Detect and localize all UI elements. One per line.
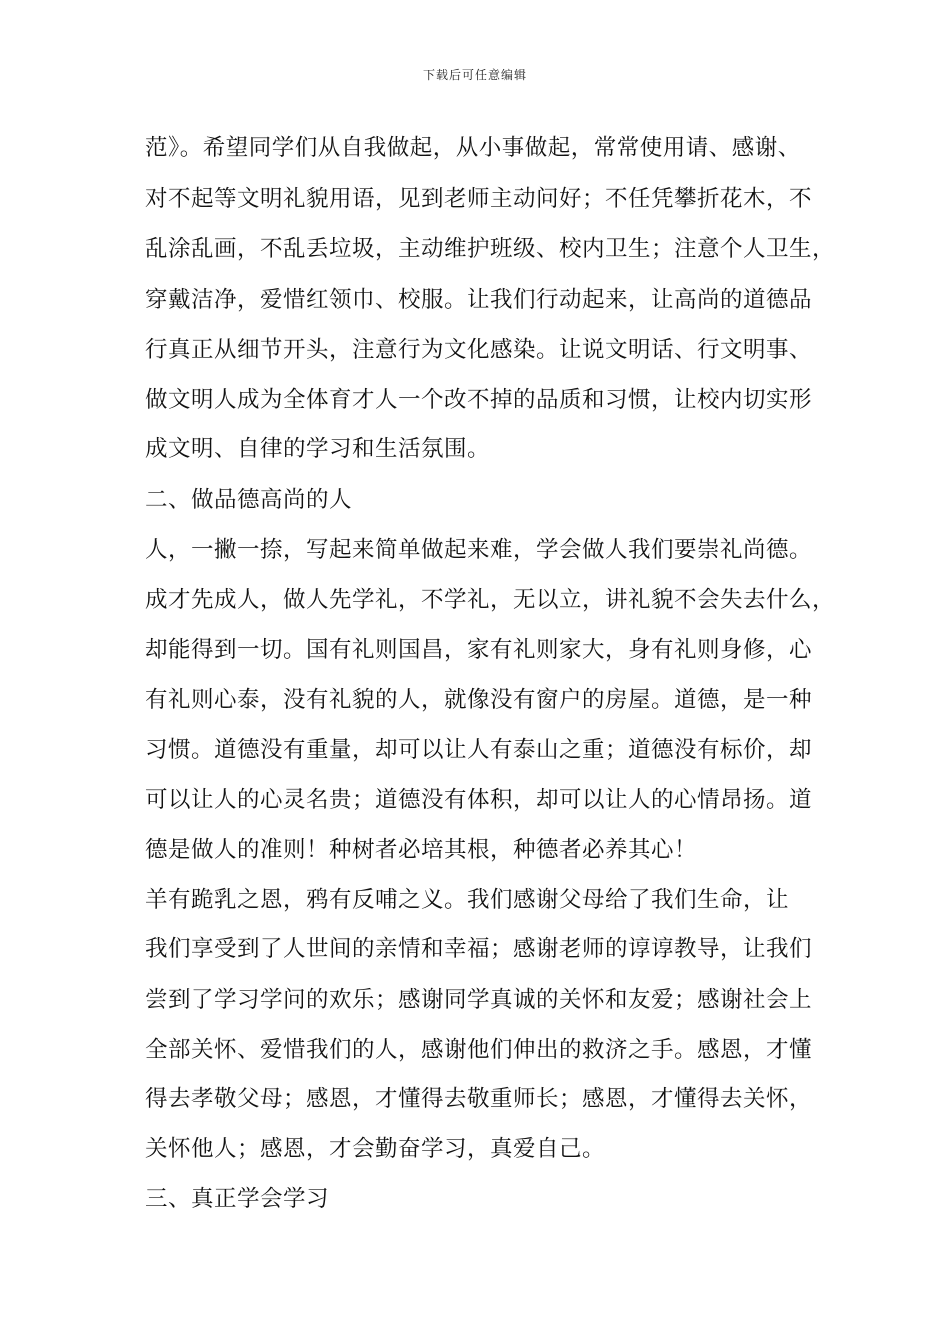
header-note: 下载后可任意编辑 xyxy=(422,68,527,82)
body-line: 有礼则心泰，没有礼貌的人，就像没有窗户的房屋。道德，是一种 xyxy=(145,687,813,713)
body-line: 成文明、自律的学习和生活氛围。 xyxy=(145,436,491,462)
section-heading: 二、做品德高尚的人 xyxy=(145,487,353,513)
body-line: 却能得到一切。国有礼则国昌，家有礼则家大，身有礼则身修，心 xyxy=(145,637,813,663)
body-line: 关怀他人；感恩，才会勤奋学习，真爱自己。 xyxy=(145,1136,606,1162)
body-line: 对不起等文明礼貌用语，见到老师主动问好；不任凭攀折花木，不 xyxy=(145,186,813,212)
body-line: 尝到了学习学问的欢乐；感谢同学真诚的关怀和友爱；感谢社会上 xyxy=(145,987,813,1013)
body-line: 我们享受到了人世间的亲情和幸福；感谢老师的谆谆教导，让我们 xyxy=(145,936,813,962)
body-line: 德是做人的准则！种树者必培其根，种德者必养其心！ xyxy=(145,837,698,863)
body-line: 全部关怀、爱惜我们的人，感谢他们伸出的救济之手。感恩，才懂 xyxy=(145,1037,813,1063)
body-line: 羊有跪乳之恩，鸦有反哺之义。我们感谢父母给了我们生命，让 xyxy=(145,887,790,913)
body-line: 习惯。道德没有重量，却可以让人有泰山之重；道德没有标价，却 xyxy=(145,737,813,763)
body-line: 行真正从细节开头，注意行为文化感染。让说文明话、行文明事、 xyxy=(145,337,813,363)
section-heading: 三、真正学会学习 xyxy=(145,1186,330,1212)
body-line: 得去孝敬父母；感恩，才懂得去敬重师长；感恩，才懂得去关怀， xyxy=(145,1086,813,1112)
body-line: 做文明人成为全体育才人一个改不掉的品质和习惯，让校内切实形 xyxy=(145,387,813,413)
body-line: 范》。希望同学们从自我做起，从小事做起，常常使用请、感谢、 xyxy=(145,135,801,161)
body-line: 可以让人的心灵名贵；道德没有体积，却可以让人的心情昂扬。道 xyxy=(145,787,813,813)
body-line: 成才先成人，做人先学礼，不学礼，无以立，讲礼貌不会失去什么， xyxy=(145,587,836,613)
body-line: 穿戴洁净，爱惜红领巾、校服。让我们行动起来，让高尚的道德品 xyxy=(145,287,813,313)
body-line: 乱涂乱画，不乱丢垃圾，主动维护班级、校内卫生；注意个人卫生， xyxy=(145,236,836,262)
body-line: 人，一撇一捺，写起来简单做起来难，学会做人我们要崇礼尚德。 xyxy=(145,537,813,563)
